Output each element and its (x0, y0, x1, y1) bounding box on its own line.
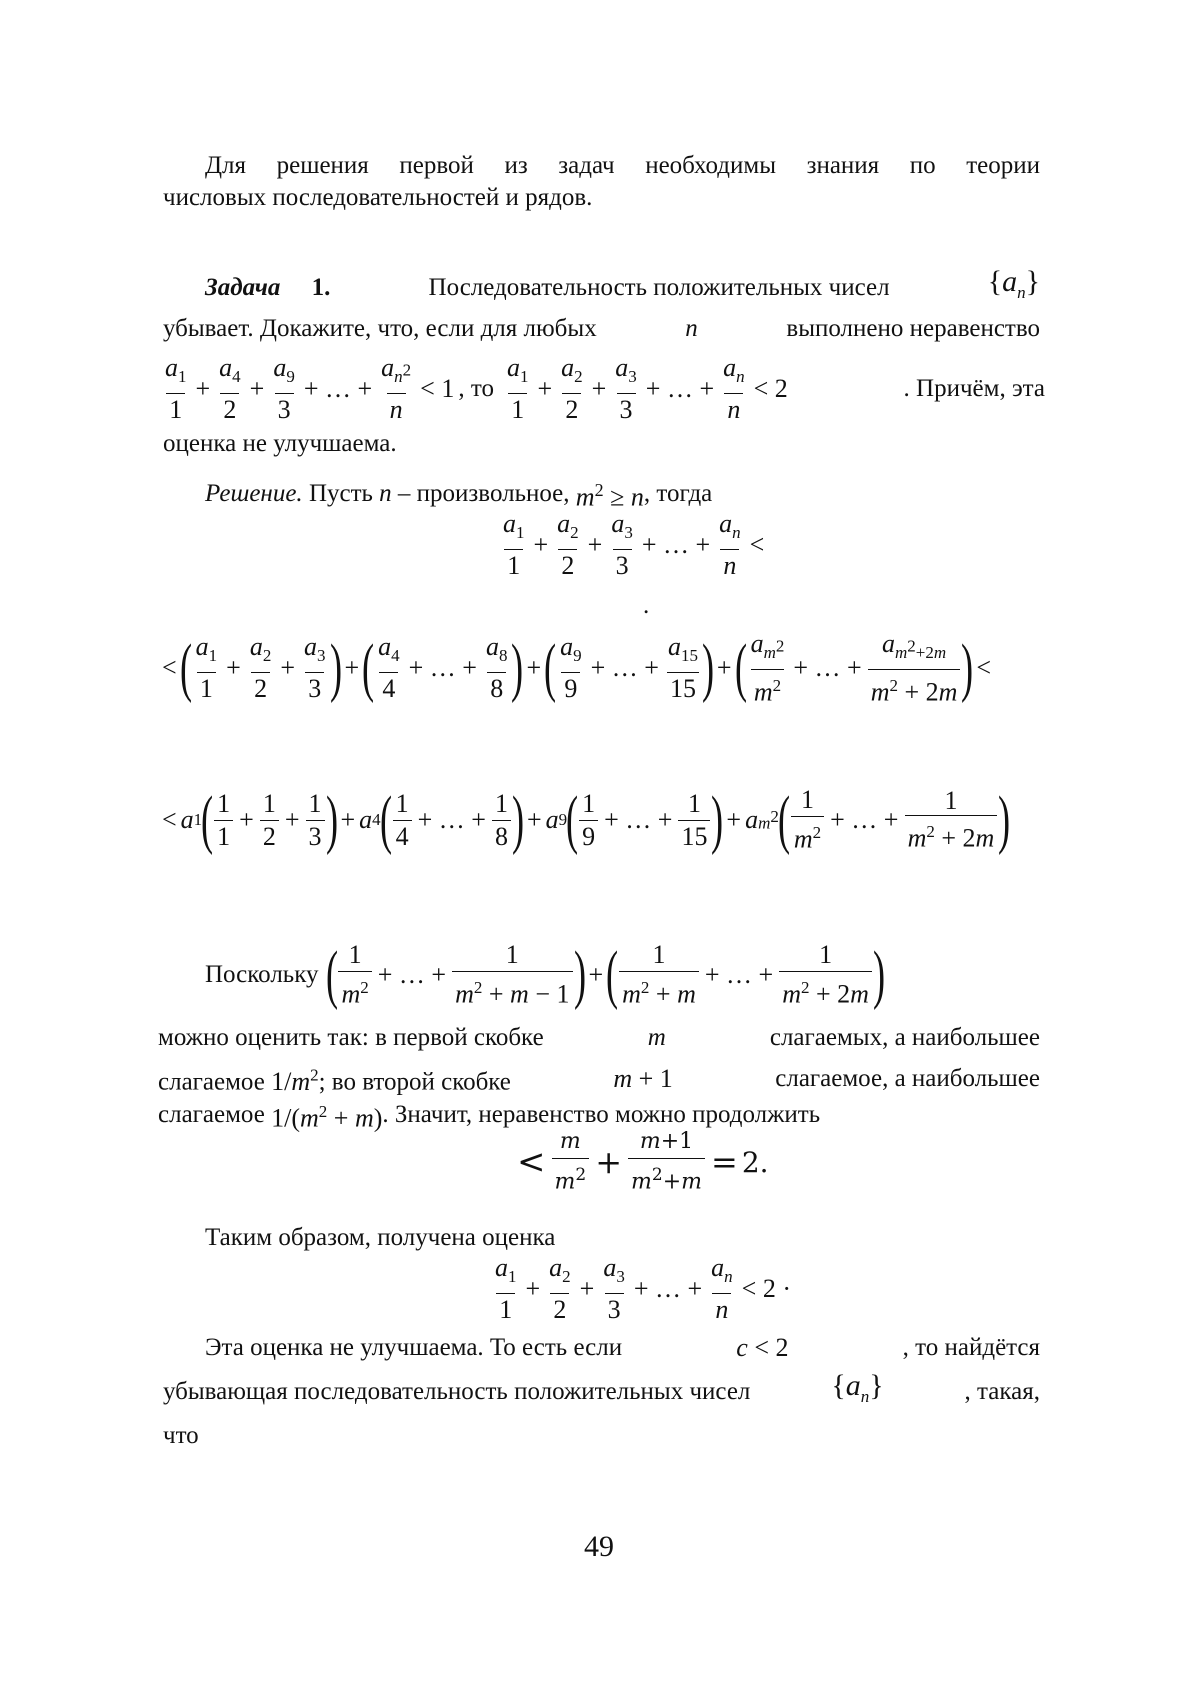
final-estimate-formula: a1 1 + a2 2 + a3 3 + … + an n < 2 · (490, 1254, 795, 1324)
since-line-2: слагаемое 1/m2; во второй скобке m + 1 слагаемое, а наибольшее (158, 1059, 1040, 1099)
intro-line-2: числовых последовательностей и рядов. (163, 182, 592, 214)
sequence-an-2: {an} (831, 1370, 883, 1413)
sum-formula-1: a1 1 + a2 2 + a3 3 + … + an n < (498, 510, 768, 580)
problem-heading-line (205, 266, 1040, 309)
condition-end: . Причём, эта (904, 375, 1045, 403)
problem-number: 1. (312, 274, 331, 301)
condition-formula: a1 1 + a4 2 + a9 3 + … + an2 n < 1 , то a1 1 + a2 2 + a3 3 + … + an n < 2 . Причём, эта (160, 352, 1045, 426)
factored-bound-formula: < a 1 ( 1 1 + 1 2 + 1 3 ) + a 4 ( 1 4 + … + 1 8 ) + a 9 ( 1 9 + … + 1 15 ) + a m2 ( 1 m2 + … + 1 m2 + 2m ) (158, 780, 1009, 860)
page-number: 49 (584, 1530, 614, 1564)
result-formula: < m m2 + m+1 m2+m = 2. (513, 1128, 769, 1196)
grouped-sum-formula: < ( a1 1 + a2 2 + a3 3 ) + ( a4 4 + … + a8 8 ) + ( a9 9 + … + a15 15 ) + ( am2 m2 + … + am2+2m m2 + 2m ) < (158, 628, 995, 708)
final-line-3: что (163, 1420, 199, 1452)
since-label: Поскольку (205, 961, 319, 989)
final-line-1: Эта оценка не улучшаема. То есть если c < 2 , то найдётся (205, 1332, 1040, 1364)
intro-line-1: Для решения первой из задач необходимы знания по теории (205, 150, 1040, 182)
problem-line1-text: Последовательность положительных чисел (429, 272, 890, 304)
document-page (0, 0, 1200, 1703)
solution-dot: . (643, 590, 649, 622)
condition-to: , то (458, 375, 494, 403)
since-line-1: можно оценить так: в первой скобке m слагаемых, а наибольшее (158, 1022, 1040, 1054)
since-line-3: слагаемое 1/(m2 + m) . Значит, неравенство можно продолжить (158, 1096, 820, 1135)
problem-label: Задача (205, 274, 280, 301)
solution-label: Решение. (205, 478, 303, 510)
final-line-2: убывающая последовательность положительных чисел {an} , такая, (163, 1370, 1040, 1413)
problem-line-2: убывает. Докажите, что, если для любых n выполнено неравенство (163, 313, 1040, 345)
conclusion-line: Таким образом, получена оценка (205, 1222, 555, 1254)
solution-line: Решение. Пусть n – произвольное, m2 ≥ n , тогда (205, 474, 712, 514)
since-formula-line: Поскольку ( 1 m2 + … + 1 m2 + m − 1 ) + ( 1 m2 + m + … + 1 m2 + 2m ) (205, 935, 884, 1015)
sequence-an-1: {an} (988, 266, 1040, 309)
problem-line-4: оценка не улучшаема. (163, 428, 397, 460)
